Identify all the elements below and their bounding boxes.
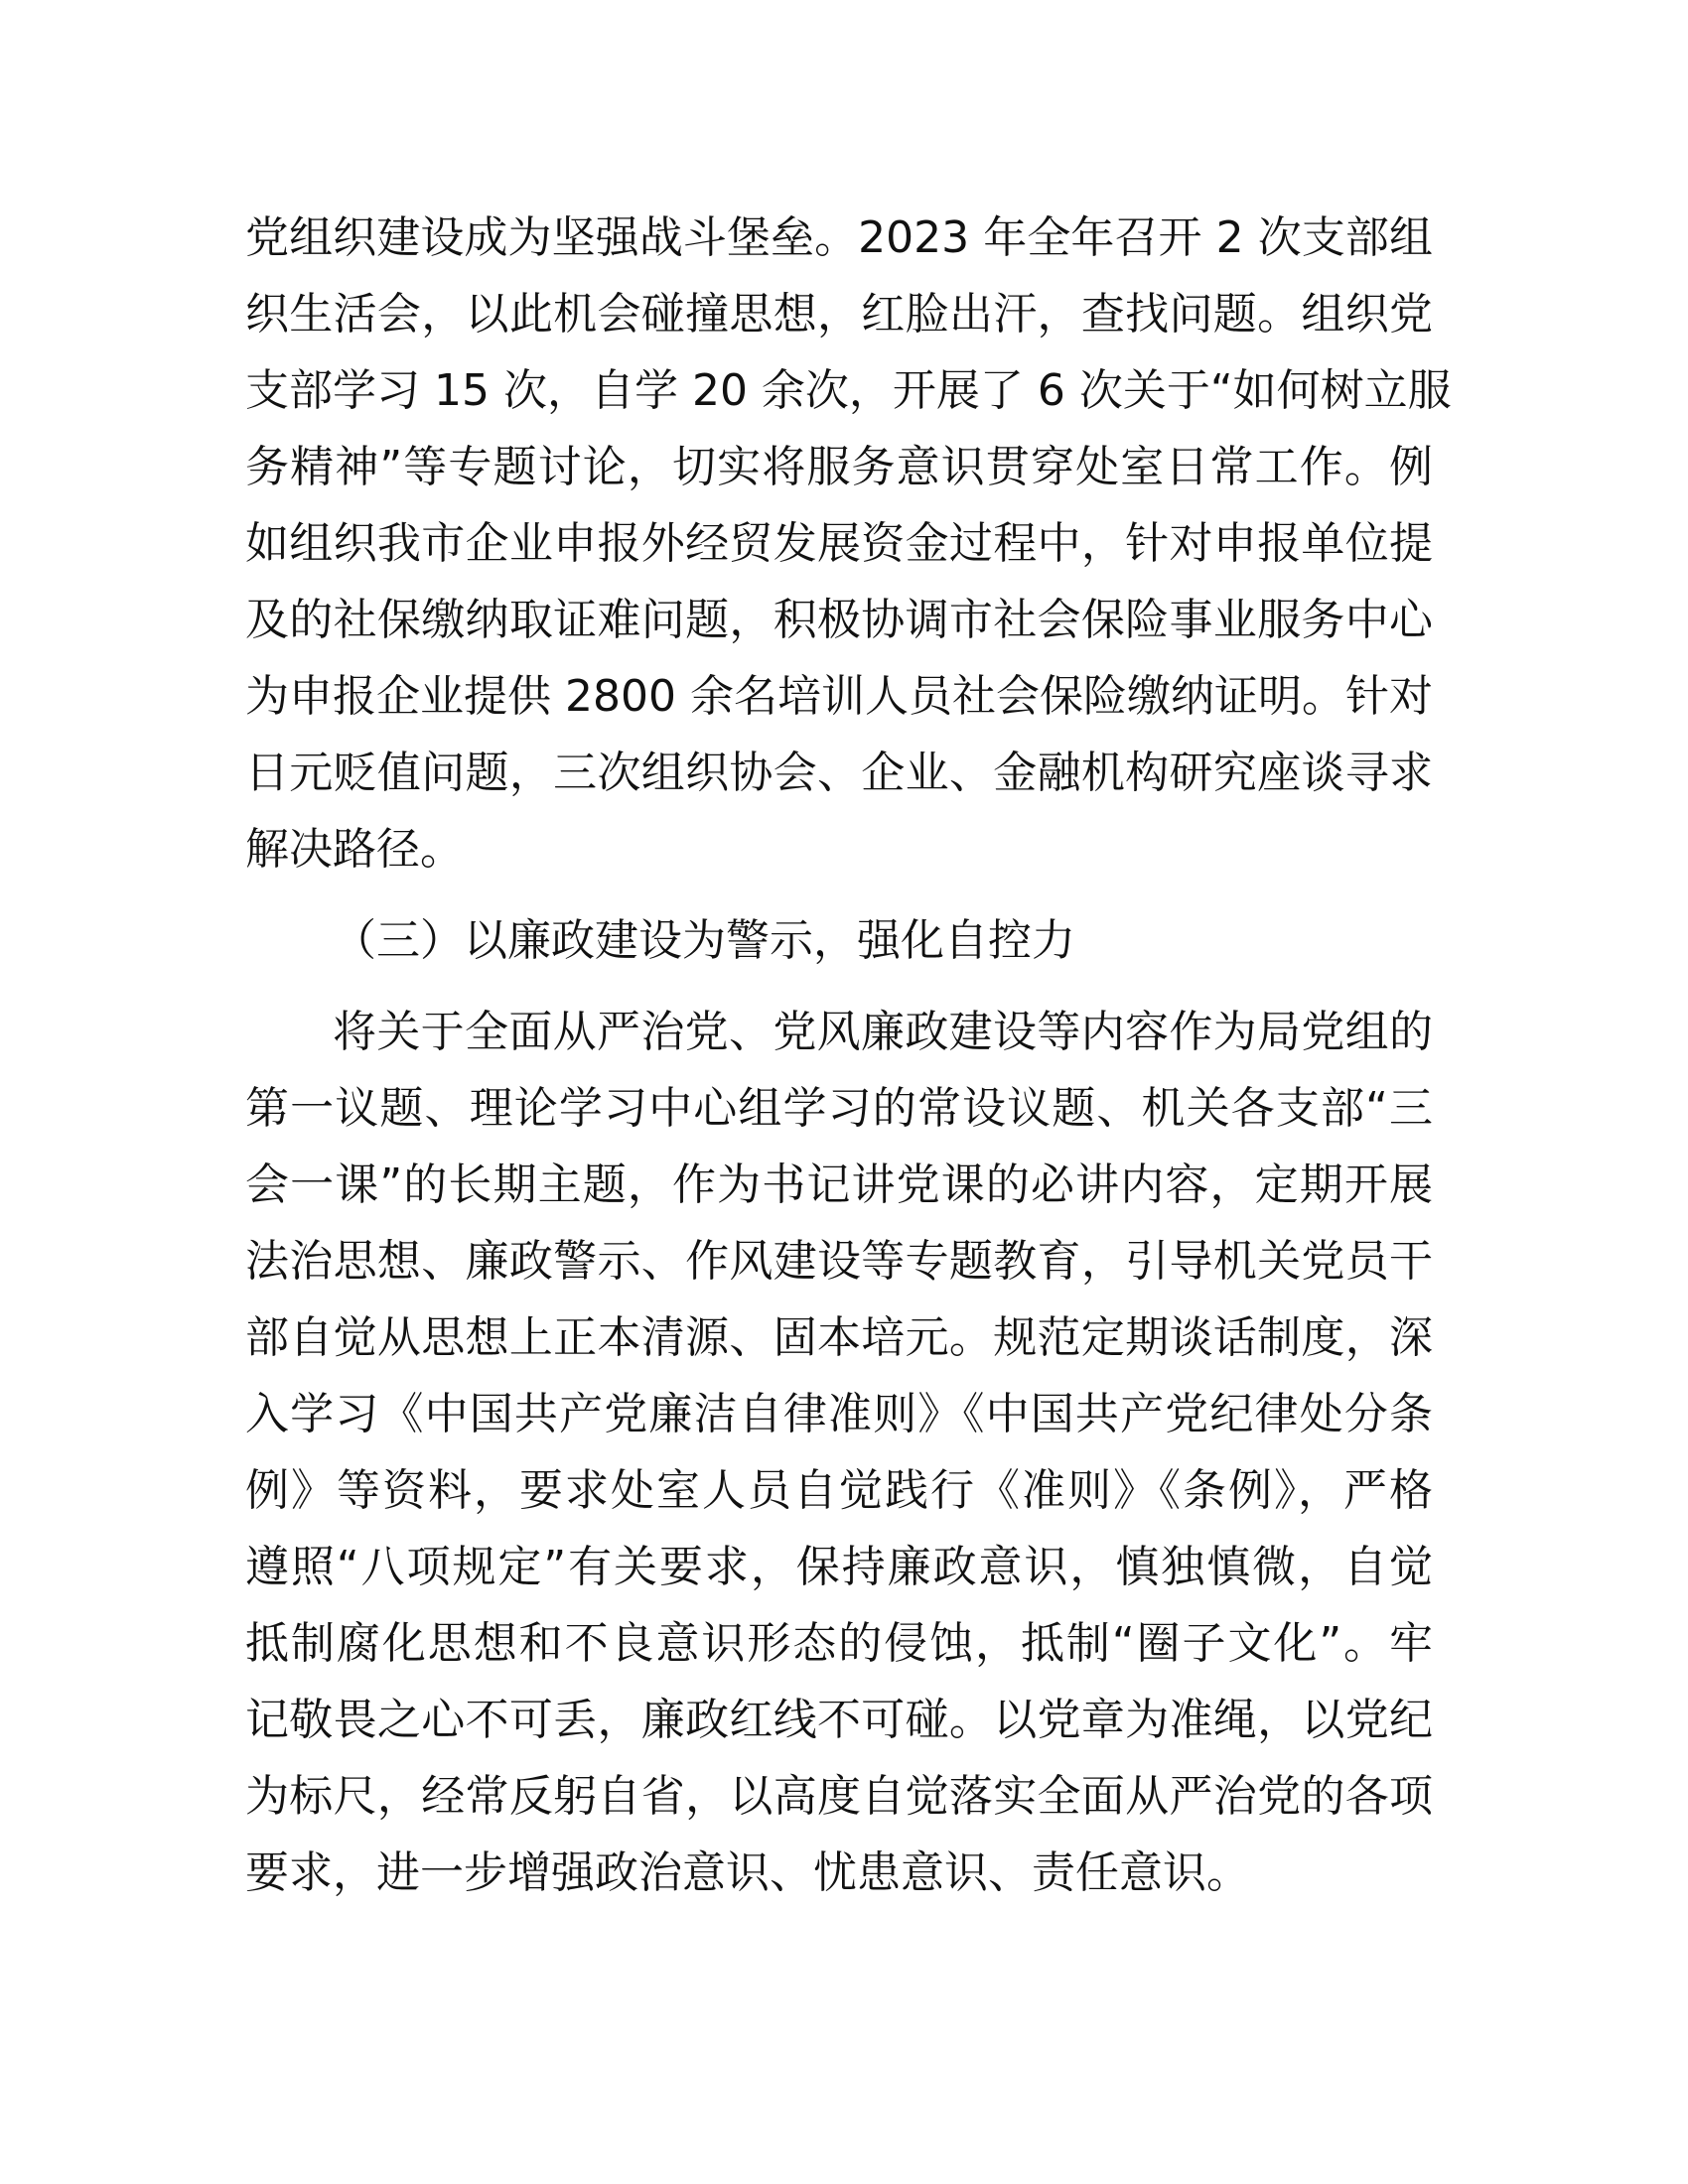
paragraph1-line-1: 党组织建设成为坚强战斗堡垒。2023 年全年召开 2 次支部组: [245, 212, 1433, 263]
paragraph2-line-9: 抵制腐化思想和不良意识形态的侵蚀，抵制“圈子文化”。牢: [245, 1618, 1433, 1669]
paragraph1-line-8: 日元贬值问题，三次组织协会、企业、金融机构研究座谈寻求: [245, 748, 1433, 798]
paragraph2-line-12: 要求，进一步增强政治意识、忧患意识、责任意识。: [245, 1847, 1250, 1898]
paragraph1-line-2: 织生活会，以此机会碰撞思想，红脸出汗，查找问题。组织党: [245, 289, 1433, 340]
paragraph1-line-9: 解决路径。: [245, 824, 464, 875]
paragraph2-line-2: 第一议题、理论学习中心组学习的常设议题、机关各支部“三: [245, 1083, 1433, 1134]
paragraph2-line-6: 入学习《中国共产党廉洁自律准则》《中国共产党纪律处分条: [245, 1389, 1433, 1439]
paragraph1-line-3: 支部学习 15 次，自学 20 余次，开展了 6 次关于“如何树立服: [245, 365, 1452, 416]
paragraph2-line-11: 为标尺，经常反躬自省，以高度自觉落实全面从严治党的各项: [245, 1771, 1433, 1822]
paragraph2-line-1: 将关于全面从严治党、党风廉政建设等内容作为局党组的: [333, 1007, 1433, 1057]
paragraph2-line-5: 部自觉从思想上正本清源、固本培元。规范定期谈话制度，深: [245, 1312, 1433, 1363]
paragraph1-line-4: 务精神”等专题讨论，切实将服务意识贯穿处室日常工作。例: [245, 442, 1433, 492]
paragraph2-line-8: 遵照“八项规定”有关要求，保持廉政意识，慎独慎微，自觉: [245, 1542, 1433, 1592]
paragraph1-line-5: 如组织我市企业申报外经贸发展资金过程中，针对申报单位提: [245, 518, 1433, 569]
paragraph2-line-3: 会一课”的长期主题，作为书记讲党课的必讲内容，定期开展: [245, 1160, 1433, 1210]
section-heading: （三）以廉政建设为警示，强化自控力: [333, 915, 1075, 966]
paragraph2-line-7: 例》等资料，要求处室人员自觉践行《准则》《条例》，严格: [245, 1465, 1433, 1516]
paragraph1-line-6: 及的社保缴纳取证难问题，积极协调市社会保险事业服务中心: [245, 595, 1433, 645]
paragraph2-line-10: 记敬畏之心不可丢，廉政红线不可碰。以党章为准绳，以党纪: [245, 1695, 1433, 1745]
paragraph2-line-4: 法治思想、廉政警示、作风建设等专题教育，引导机关党员干: [245, 1236, 1433, 1287]
paragraph1-line-7: 为申报企业提供 2800 余名培训人员社会保险缴纳证明。针对: [245, 671, 1433, 722]
